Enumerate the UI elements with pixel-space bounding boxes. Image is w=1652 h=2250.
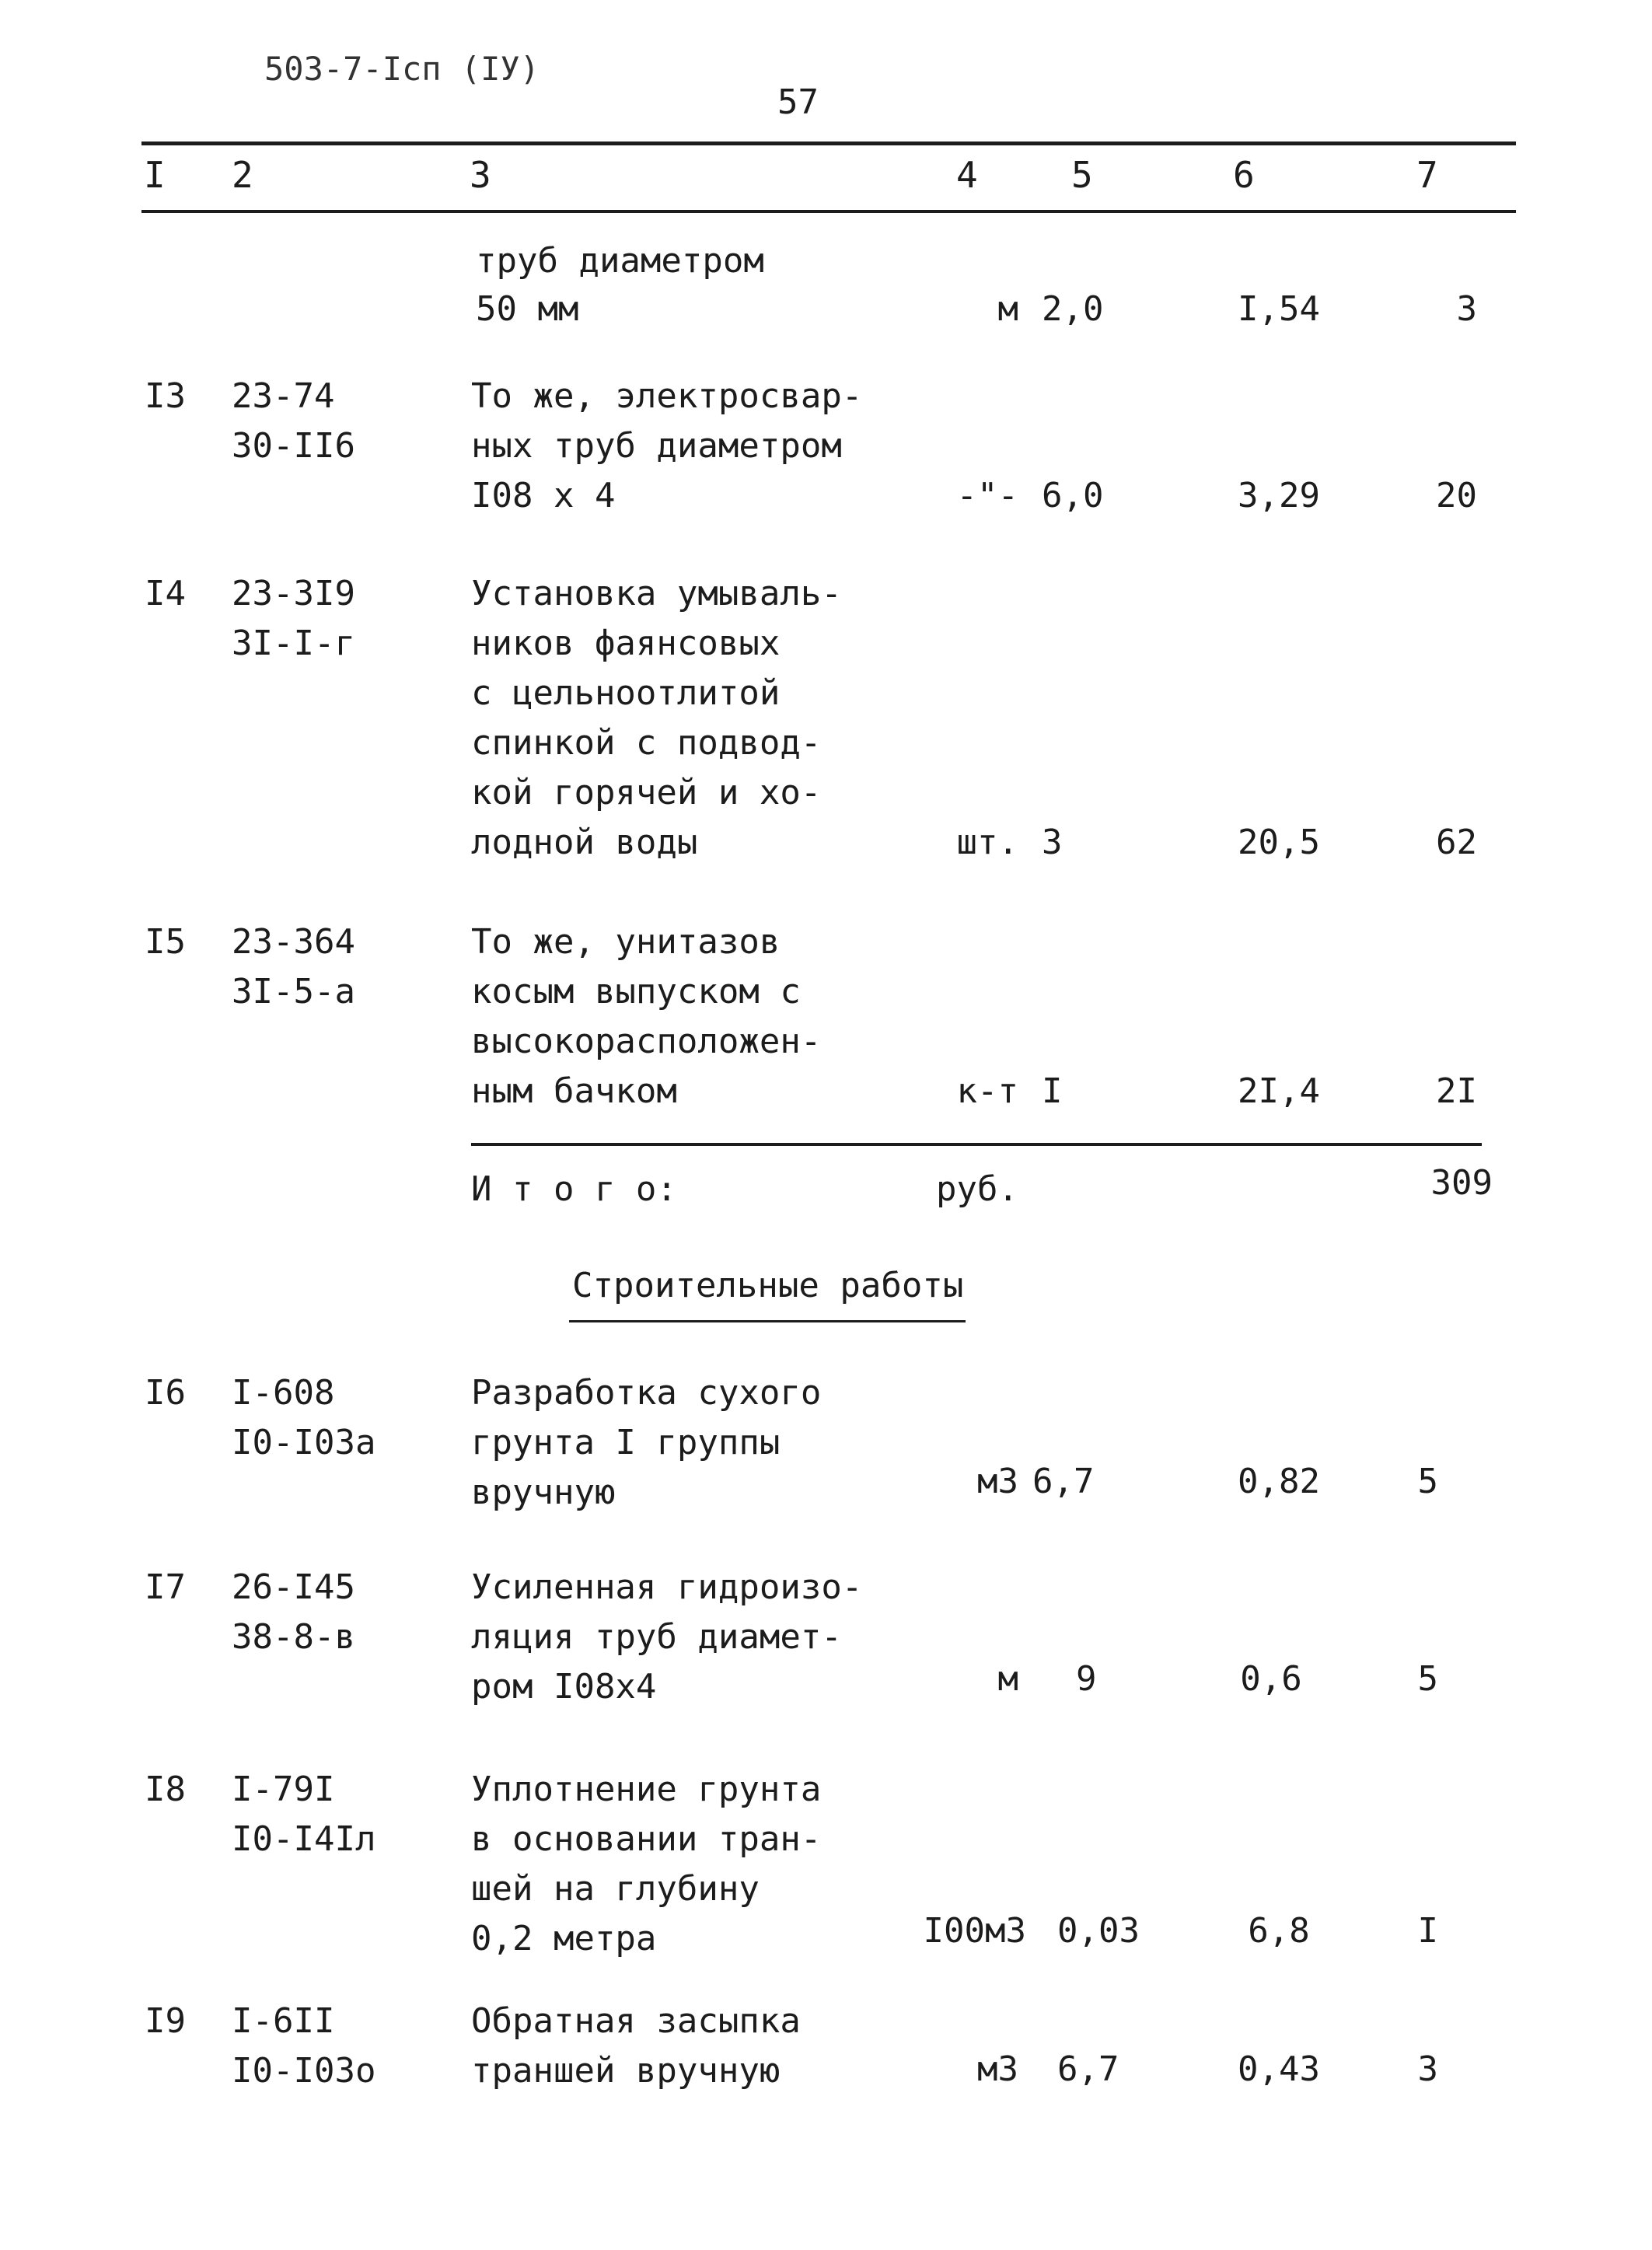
row-price: 20,5	[1238, 823, 1320, 862]
row-sum: 5	[1417, 1659, 1438, 1699]
col-header-3: 3	[470, 154, 491, 196]
row-code: 23-74	[232, 376, 335, 416]
row-desc-line: ных труб диаметром	[471, 426, 842, 466]
row-sum: 62	[1436, 823, 1477, 862]
row-code: 3I-5-а	[232, 972, 355, 1011]
row-desc-line: 0,2 метра	[471, 1919, 657, 1958]
row-desc-line: с цельноотлитой	[471, 673, 781, 713]
row-desc-line: Усиленная гидроизо-	[471, 1567, 863, 1607]
row-code: 26-I45	[232, 1567, 355, 1607]
row-qty: 6,0	[1042, 476, 1104, 515]
row-desc-line: Уплотнение грунта	[471, 1770, 822, 1809]
row-code: 23-364	[232, 922, 355, 962]
row-desc-line: лодной воды	[471, 823, 698, 862]
row-desc-line: То же, электросвар-	[471, 376, 863, 416]
row-price: 2I,4	[1238, 1071, 1320, 1111]
row-desc-line: труб диаметром	[476, 241, 764, 281]
row-sum: 3	[1417, 2049, 1438, 2089]
section-title-underline	[569, 1320, 966, 1322]
row-code: I0-I03о	[232, 2051, 376, 2091]
row-price: I,54	[1238, 289, 1320, 329]
row-code: I0-I4Iл	[232, 1819, 376, 1859]
total-label: И т о г о:	[471, 1169, 677, 1209]
row-price: 3,29	[1238, 476, 1320, 515]
row-code: 30-II6	[232, 426, 355, 466]
row-sum: 20	[1436, 476, 1477, 515]
col-header-6: 6	[1233, 154, 1255, 196]
row-desc-line: спинкой с подвод-	[471, 723, 822, 763]
row-price: 0,82	[1238, 1462, 1320, 1501]
row-number: I8	[145, 1770, 186, 1809]
total-unit: руб.	[936, 1169, 1018, 1209]
total-rule	[471, 1143, 1482, 1146]
row-desc-line: высокорасположен-	[471, 1022, 822, 1061]
row-unit: -"-	[956, 476, 1018, 515]
row-price: 0,6	[1240, 1659, 1302, 1699]
row-desc-line: ным бачком	[471, 1071, 677, 1111]
row-desc-line: Обратная засыпка	[471, 2001, 801, 2041]
row-unit: м3	[977, 1462, 1018, 1501]
row-desc-line: шей на глубину	[471, 1869, 760, 1909]
row-unit: I00м3	[923, 1911, 1026, 1951]
row-desc-line: Установка умываль-	[471, 574, 842, 613]
row-qty: 9	[1076, 1659, 1097, 1699]
row-code: I-79I	[232, 1770, 335, 1809]
total-sum: 309	[1430, 1163, 1493, 1203]
row-number: I7	[145, 1567, 186, 1607]
row-sum: I	[1417, 1911, 1438, 1951]
row-qty: 2,0	[1042, 289, 1104, 329]
row-qty: 3	[1042, 823, 1063, 862]
section-title: Строительные работы	[572, 1266, 964, 1305]
row-qty: 0,03	[1057, 1911, 1140, 1951]
row-desc-line: ляция труб диамет-	[471, 1617, 842, 1657]
table-top-rule	[141, 141, 1516, 145]
row-unit: м3	[977, 2049, 1018, 2089]
table-header-rule	[141, 210, 1516, 213]
row-sum: 2I	[1436, 1071, 1477, 1111]
row-qty: 6,7	[1057, 2049, 1119, 2089]
page-number: 57	[777, 82, 819, 122]
row-price: 0,43	[1238, 2049, 1320, 2089]
row-number: I3	[145, 376, 186, 416]
row-qty: I	[1042, 1071, 1063, 1111]
document-code: 503-7-Iсп (IУ)	[264, 50, 540, 88]
row-desc-line: I08 х 4	[471, 476, 616, 515]
row-code: I-6II	[232, 2001, 335, 2041]
row-desc-line: кой горячей и хо-	[471, 773, 822, 812]
row-code: 23-3I9	[232, 574, 355, 613]
row-number: I6	[145, 1373, 186, 1413]
row-desc-line: грунта I группы	[471, 1423, 781, 1462]
row-unit: к-т	[956, 1071, 1018, 1111]
row-unit: м	[997, 1659, 1018, 1699]
row-number: I4	[145, 574, 186, 613]
row-number: I9	[145, 2001, 186, 2041]
row-number: I5	[145, 922, 186, 962]
row-code: I-608	[232, 1373, 335, 1413]
row-desc-line: косым выпуском с	[471, 972, 801, 1011]
col-header-1: I	[144, 154, 166, 196]
row-desc-line: вручную	[471, 1473, 616, 1512]
row-desc-line: в основании тран-	[471, 1819, 822, 1859]
row-desc-line: 50 мм	[476, 289, 579, 329]
row-desc-line: Разработка сухого	[471, 1373, 822, 1413]
row-desc-line: То же, унитазов	[471, 922, 781, 962]
row-desc-line: ром I08х4	[471, 1667, 657, 1707]
row-sum: 3	[1456, 289, 1477, 329]
row-qty: 6,7	[1032, 1462, 1095, 1501]
row-code: I0-I03а	[232, 1423, 376, 1462]
row-price: 6,8	[1248, 1911, 1310, 1951]
row-unit: шт.	[956, 823, 1018, 862]
row-code: 38-8-в	[232, 1617, 355, 1657]
col-header-7: 7	[1416, 154, 1438, 196]
row-desc-line: траншей вручную	[471, 2051, 781, 2091]
row-unit: м	[997, 289, 1018, 329]
row-desc-line: ников фаянсовых	[471, 624, 781, 663]
row-sum: 5	[1417, 1462, 1438, 1501]
col-header-4: 4	[956, 154, 978, 196]
col-header-5: 5	[1071, 154, 1093, 196]
col-header-2: 2	[232, 154, 253, 196]
row-code: 3I-I-г	[232, 624, 355, 663]
